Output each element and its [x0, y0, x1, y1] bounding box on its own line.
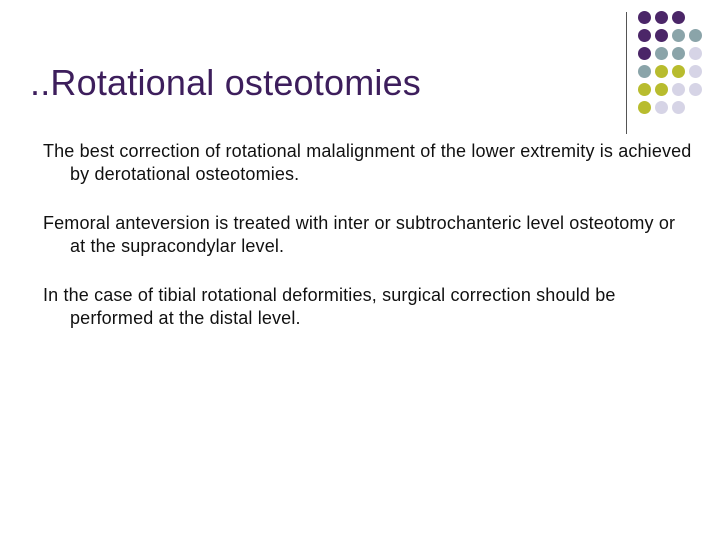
- slide-body: [43, 140, 693, 356]
- decorative-dot: [655, 83, 668, 96]
- decorative-dot: [655, 47, 668, 60]
- title-divider-line: [626, 12, 627, 134]
- slide-title: ..Rotational osteotomies: [30, 62, 422, 103]
- decorative-dot: [655, 65, 668, 78]
- decorative-dot: [655, 101, 668, 114]
- decorative-dot: [672, 101, 685, 114]
- decorative-dot: [638, 29, 651, 42]
- decorative-dot: [672, 47, 685, 60]
- decorative-dot: [638, 101, 651, 114]
- body-paragraph-1: The best correction of rotational malalignment of the lower extremity is achieved by derotational osteotomies.: [43, 141, 692, 184]
- decorative-dot: [689, 65, 702, 78]
- decorative-dot: [638, 47, 651, 60]
- decorative-dot: [689, 29, 702, 42]
- body-paragraph-3: In the case of tibial rotational deformities, surgical correction should be performed at the distal level.: [43, 285, 616, 328]
- decorative-dot: [638, 11, 651, 24]
- decorative-dot: [672, 29, 685, 42]
- decorative-dot: [672, 83, 685, 96]
- decorative-dot: [672, 65, 685, 78]
- decorative-dot: [638, 65, 651, 78]
- decorative-dot: [655, 29, 668, 42]
- body-paragraph-2: Femoral anteversion is treated with inter or subtrochanteric level osteotomy or at the supracondylar level.: [43, 213, 676, 256]
- decorative-dot: [689, 47, 702, 60]
- decorative-dot: [638, 83, 651, 96]
- decorative-dot: [672, 11, 685, 24]
- decorative-dot: [655, 11, 668, 24]
- decorative-dot-grid: [638, 11, 718, 121]
- decorative-dot: [689, 83, 702, 96]
